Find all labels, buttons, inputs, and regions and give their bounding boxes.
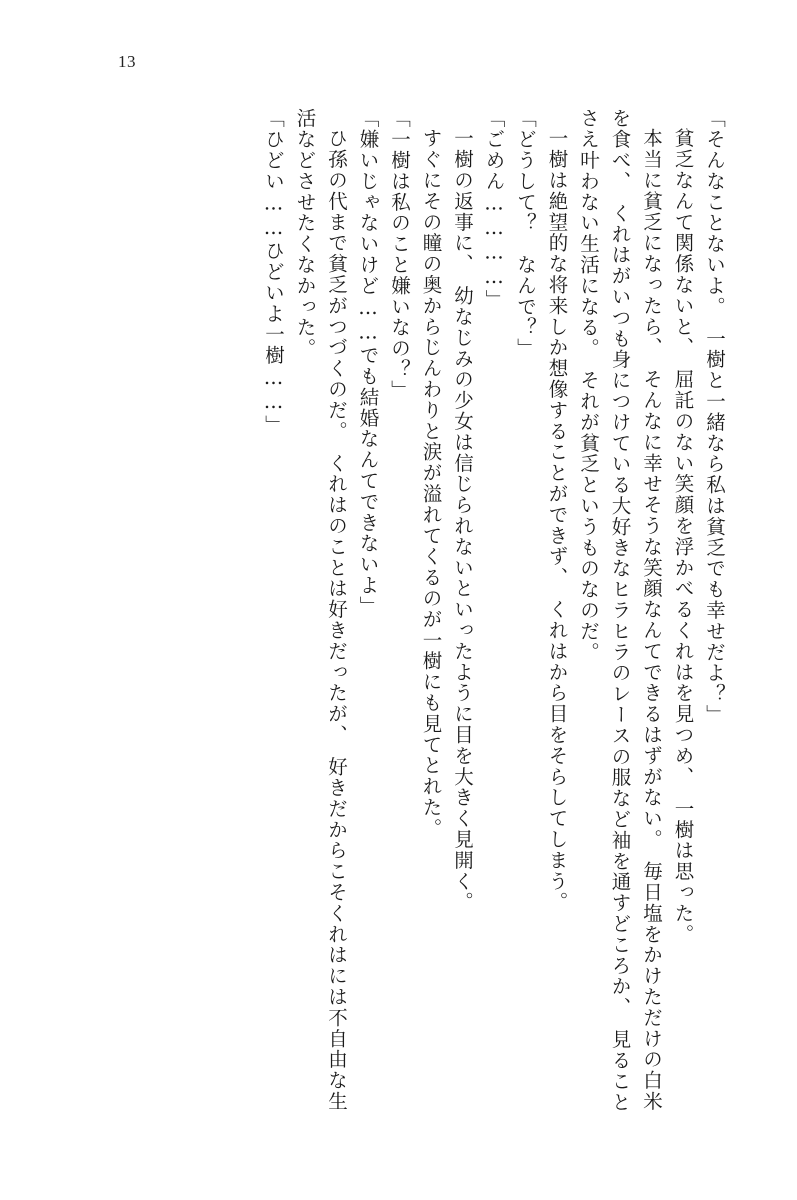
paragraph: 「そんなことないよ。 一樹と一緒なら私は貧乏でも幸せだよ？」 <box>703 108 726 726</box>
paragraph: 「嫌いじゃないけど……でも結婚なんてできないよ」 <box>356 108 380 617</box>
paragraph: 一樹の返事に、 幼なじみの少女は信じられないといったように目を大きく見開く。 <box>451 128 474 913</box>
paragraph: 貧乏なんて関係ないと、 屈託のない笑顔を浮かべるくれはを見つめ、 一樹は思った。 <box>671 128 695 945</box>
paragraph: 本当に貧乏になったら、 そんなに幸せそうな笑顔なんてできるはずがない。 毎日塩をかけただけの白米を食べ、 くれはがいつも身につけている大好きなヒラヒラのレースの服など袖を通すどころか、 見ることさえ叶わない生活になる。 それが貧乏というものなのだ。 <box>577 108 663 1113</box>
body-text <box>110 108 730 1118</box>
paragraph: すぐにその瞳の奥からじんわりと涙が溢れてくるのが一樹にも見てとれた。 <box>419 128 443 839</box>
paragraph: 「どうして？ なんで？」 <box>514 108 537 359</box>
paragraph: ひ孫の代まで貧乏がつづくのだ。 くれはのことは好きだったが、 好きだからこそくれはには不自由な生活などさせたくなかった。 <box>293 108 348 1112</box>
paragraph: 一樹は絶望的な将来しか想像することができず、 くれはから目をそらしてしまう。 <box>545 128 569 913</box>
paragraph: 「ごめん…………」 <box>482 108 506 311</box>
paragraph: 「一樹は私のこと嫌いなの？」 <box>388 108 411 401</box>
page-number: 13 <box>118 52 136 71</box>
paragraph: 「ひどい……ひどいよ一樹……」 <box>262 108 285 436</box>
